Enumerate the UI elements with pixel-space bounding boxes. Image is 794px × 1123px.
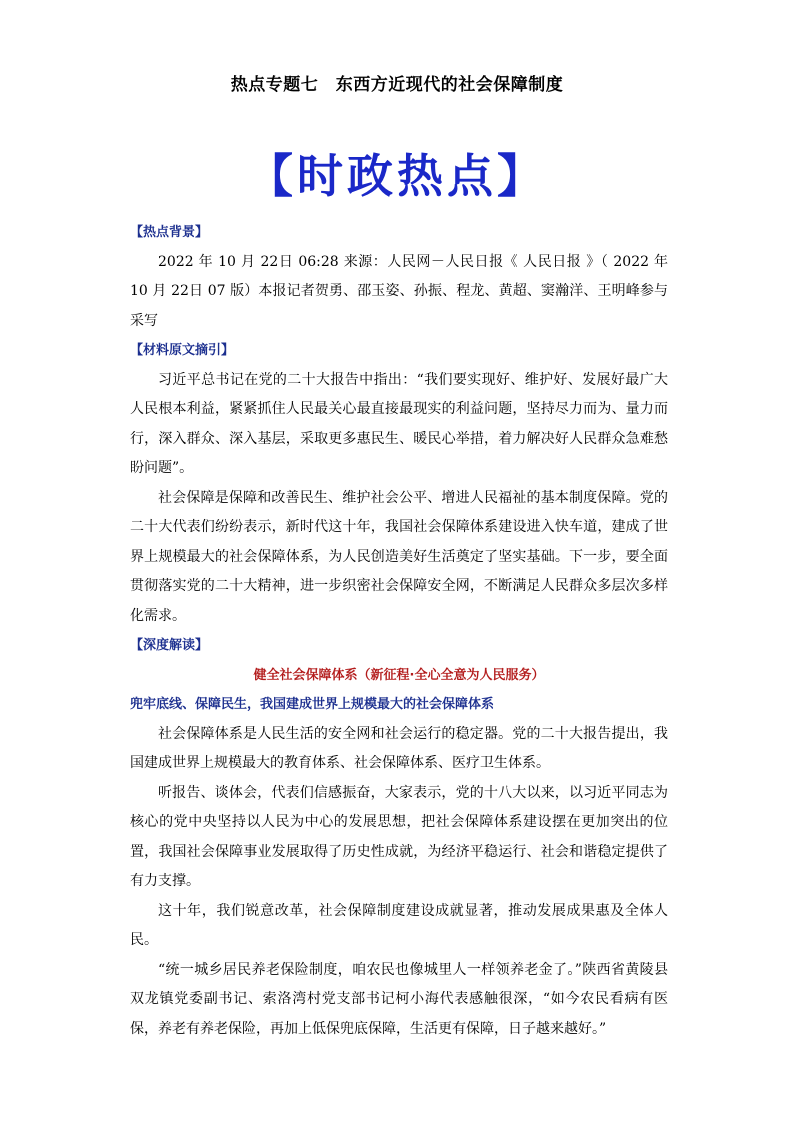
document-body (130, 218, 668, 1044)
section-heading-material: 【材料原文摘引】 (130, 343, 235, 358)
analysis-paragraph-4: “统一城乡居民养老保险制度，咱农民也像城里人一样领养老金了。”陕西省黄陵县双龙镇党委副书记、索洛湾村党支部书记柯小海代表感触很深，“如今农民看病有医保，养老有养老保险，再加上低保兜底保障，生活更有保障，日子越来越好。” (130, 961, 668, 1037)
analysis-blue-title: 兜牢底线、保障民生，我国建成世界上规模最大的社会保障体系 (130, 697, 495, 712)
analysis-paragraph-1: 社会保障体系是人民生活的安全网和社会运行的稳定器。党的二十大报告提出，我国建成世界上规模最大的教育体系、社会保障体系、医疗卫生体系。 (130, 725, 668, 771)
background-paragraph: 2022 年 10 月 22日 06:28 来源：人民网－人民日报《 人民日报 》（ 2022 年 10 月 22日 07 版）本报记者贺勇、邵玉姿、孙振、程龙、黄超、窦瀚洋、王明峰参与采写 (130, 253, 668, 329)
section-heading-background: 【热点背景】 (130, 225, 209, 240)
banner-heading: 【时政热点】 (247, 149, 547, 203)
analysis-paragraph-2: 听报告、谈体会，代表们信感振奋，大家表示，党的十八大以来，以习近平同志为核心的党中央坚持以人民为中心的发展思想，把社会保障体系建设摆在更加突出的位置，我国社会保障事业发展取得了历史性成就，为经济平稳运行、社会和谐稳定提供了有力支撑。 (130, 784, 668, 889)
analysis-red-title: 健全社会保障体系（新征程·全心全意为人民服务） (253, 667, 545, 683)
material-paragraph-1: 习近平总书记在党的二十大报告中指出：“我们要实现好、维护好、发展好最广大人民根本利益，紧紧抓住人民最关心最直接最现实的利益问题，坚持尽力而为、量力而行，深入群众、深入基层，采取更多惠民生、暖民心举措，着力解决好人民群众急难愁盼问题”。 (130, 371, 668, 476)
analysis-paragraph-3: 这十年，我们锐意改革，社会保障制度建设成就显著，推动发展成果惠及全体人民。 (130, 902, 668, 948)
section-heading-analysis: 【深度解读】 (130, 638, 209, 653)
document-title: 热点专题七 东西方近现代的社会保障制度 (230, 75, 564, 95)
material-paragraph-2: 社会保障是保障和改善民生、维护社会公平、增进人民福祉的基本制度保障。党的二十大代表们纷纷表示，新时代这十年，我国社会保障体系建设进入快车道，建成了世界上规模最大的社会保障体系，为人民创造美好生活奠定了坚实基础。下一步，要全面贯彻落实党的二十大精神，进一步织密社会保障安全网，不断满足人民群众多层次多样化需求。 (130, 489, 668, 624)
